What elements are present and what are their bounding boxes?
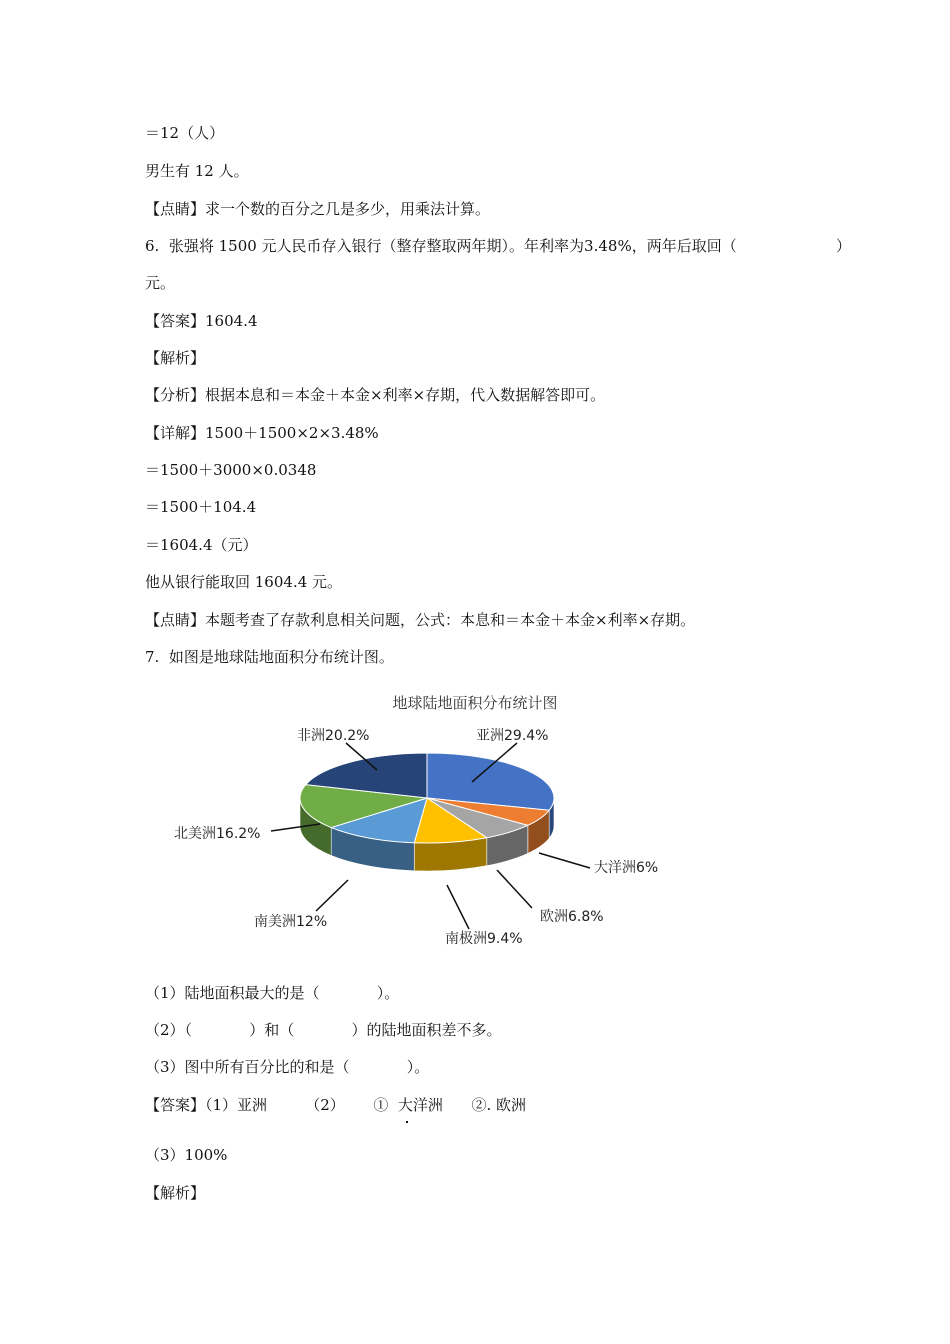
dianjing-6: 【点睛】本题考查了存款利息相关问题，公式：本息和＝本金＋本金×利率×存期。 [145, 611, 696, 629]
chart-title: 地球陆地面积分布统计图 [392, 694, 558, 712]
calc-step-3: ＝1604.4（元） [145, 536, 258, 554]
label-africa: 非洲20.2% [297, 728, 370, 744]
calc-step-2: ＝1500＋104.4 [145, 498, 257, 516]
label-south-america: 南美洲12% [254, 914, 328, 930]
question-6: 6. 张强将 1500 元人民币存入银行（整存整取两年期）。年利率为3.48%，两年后取回（ [145, 237, 737, 255]
answer-7: 【答案】（1）亚洲 （2） ① 大洋洲 ②. 欧洲 [145, 1096, 527, 1114]
label-antarctica: 南极洲9.4% [445, 931, 523, 947]
label-north-america: 北美洲16.2% [174, 826, 261, 842]
line-2: 男生有 12 人。 [145, 162, 249, 180]
answer-7-part3: （3）100% [145, 1146, 228, 1164]
conclusion-6: 他从银行能取回 1604.4 元。 [145, 573, 343, 591]
leader-line-south-america [316, 880, 348, 911]
question-6-unit: 元。 [145, 274, 176, 292]
label-asia: 亚洲29.4% [476, 728, 549, 744]
answer-7-dot [406, 1121, 408, 1123]
calc-step-1: ＝1500＋3000×0.0348 [145, 461, 317, 479]
leader-line-oceania [539, 853, 590, 868]
leader-line-antarctica [447, 885, 469, 929]
answer-6: 【答案】1604.4 [145, 312, 258, 330]
sub-question-1: （1）陆地面积最大的是（ ）。 [145, 984, 400, 1002]
fenxi-6: 【分析】根据本息和＝本金＋本金×利率×存期，代入数据解答即可。 [145, 386, 606, 404]
analysis-6: 【解析】 [145, 349, 206, 367]
line-3: 【点睛】求一个数的百分之几是多少，用乘法计算。 [145, 200, 491, 218]
line-1: ＝12（人） [145, 124, 225, 142]
sub-question-2: （2）（ ）和（ ）的陆地面积差不多。 [145, 1021, 502, 1039]
label-oceania: 大洋洲6% [594, 860, 659, 876]
label-europe: 欧洲6.8% [540, 909, 604, 925]
question-7: 7. 如图是地球陆地面积分布统计图。 [145, 648, 394, 666]
detail-6: 【详解】1500＋1500×2×3.48% [145, 424, 379, 442]
analysis-7: 【解析】 [145, 1184, 206, 1202]
question-6-close: ） [836, 237, 852, 255]
leader-line-europe [497, 870, 532, 908]
sub-question-3: （3）图中所有百分比的和是（ ）。 [145, 1058, 430, 1076]
